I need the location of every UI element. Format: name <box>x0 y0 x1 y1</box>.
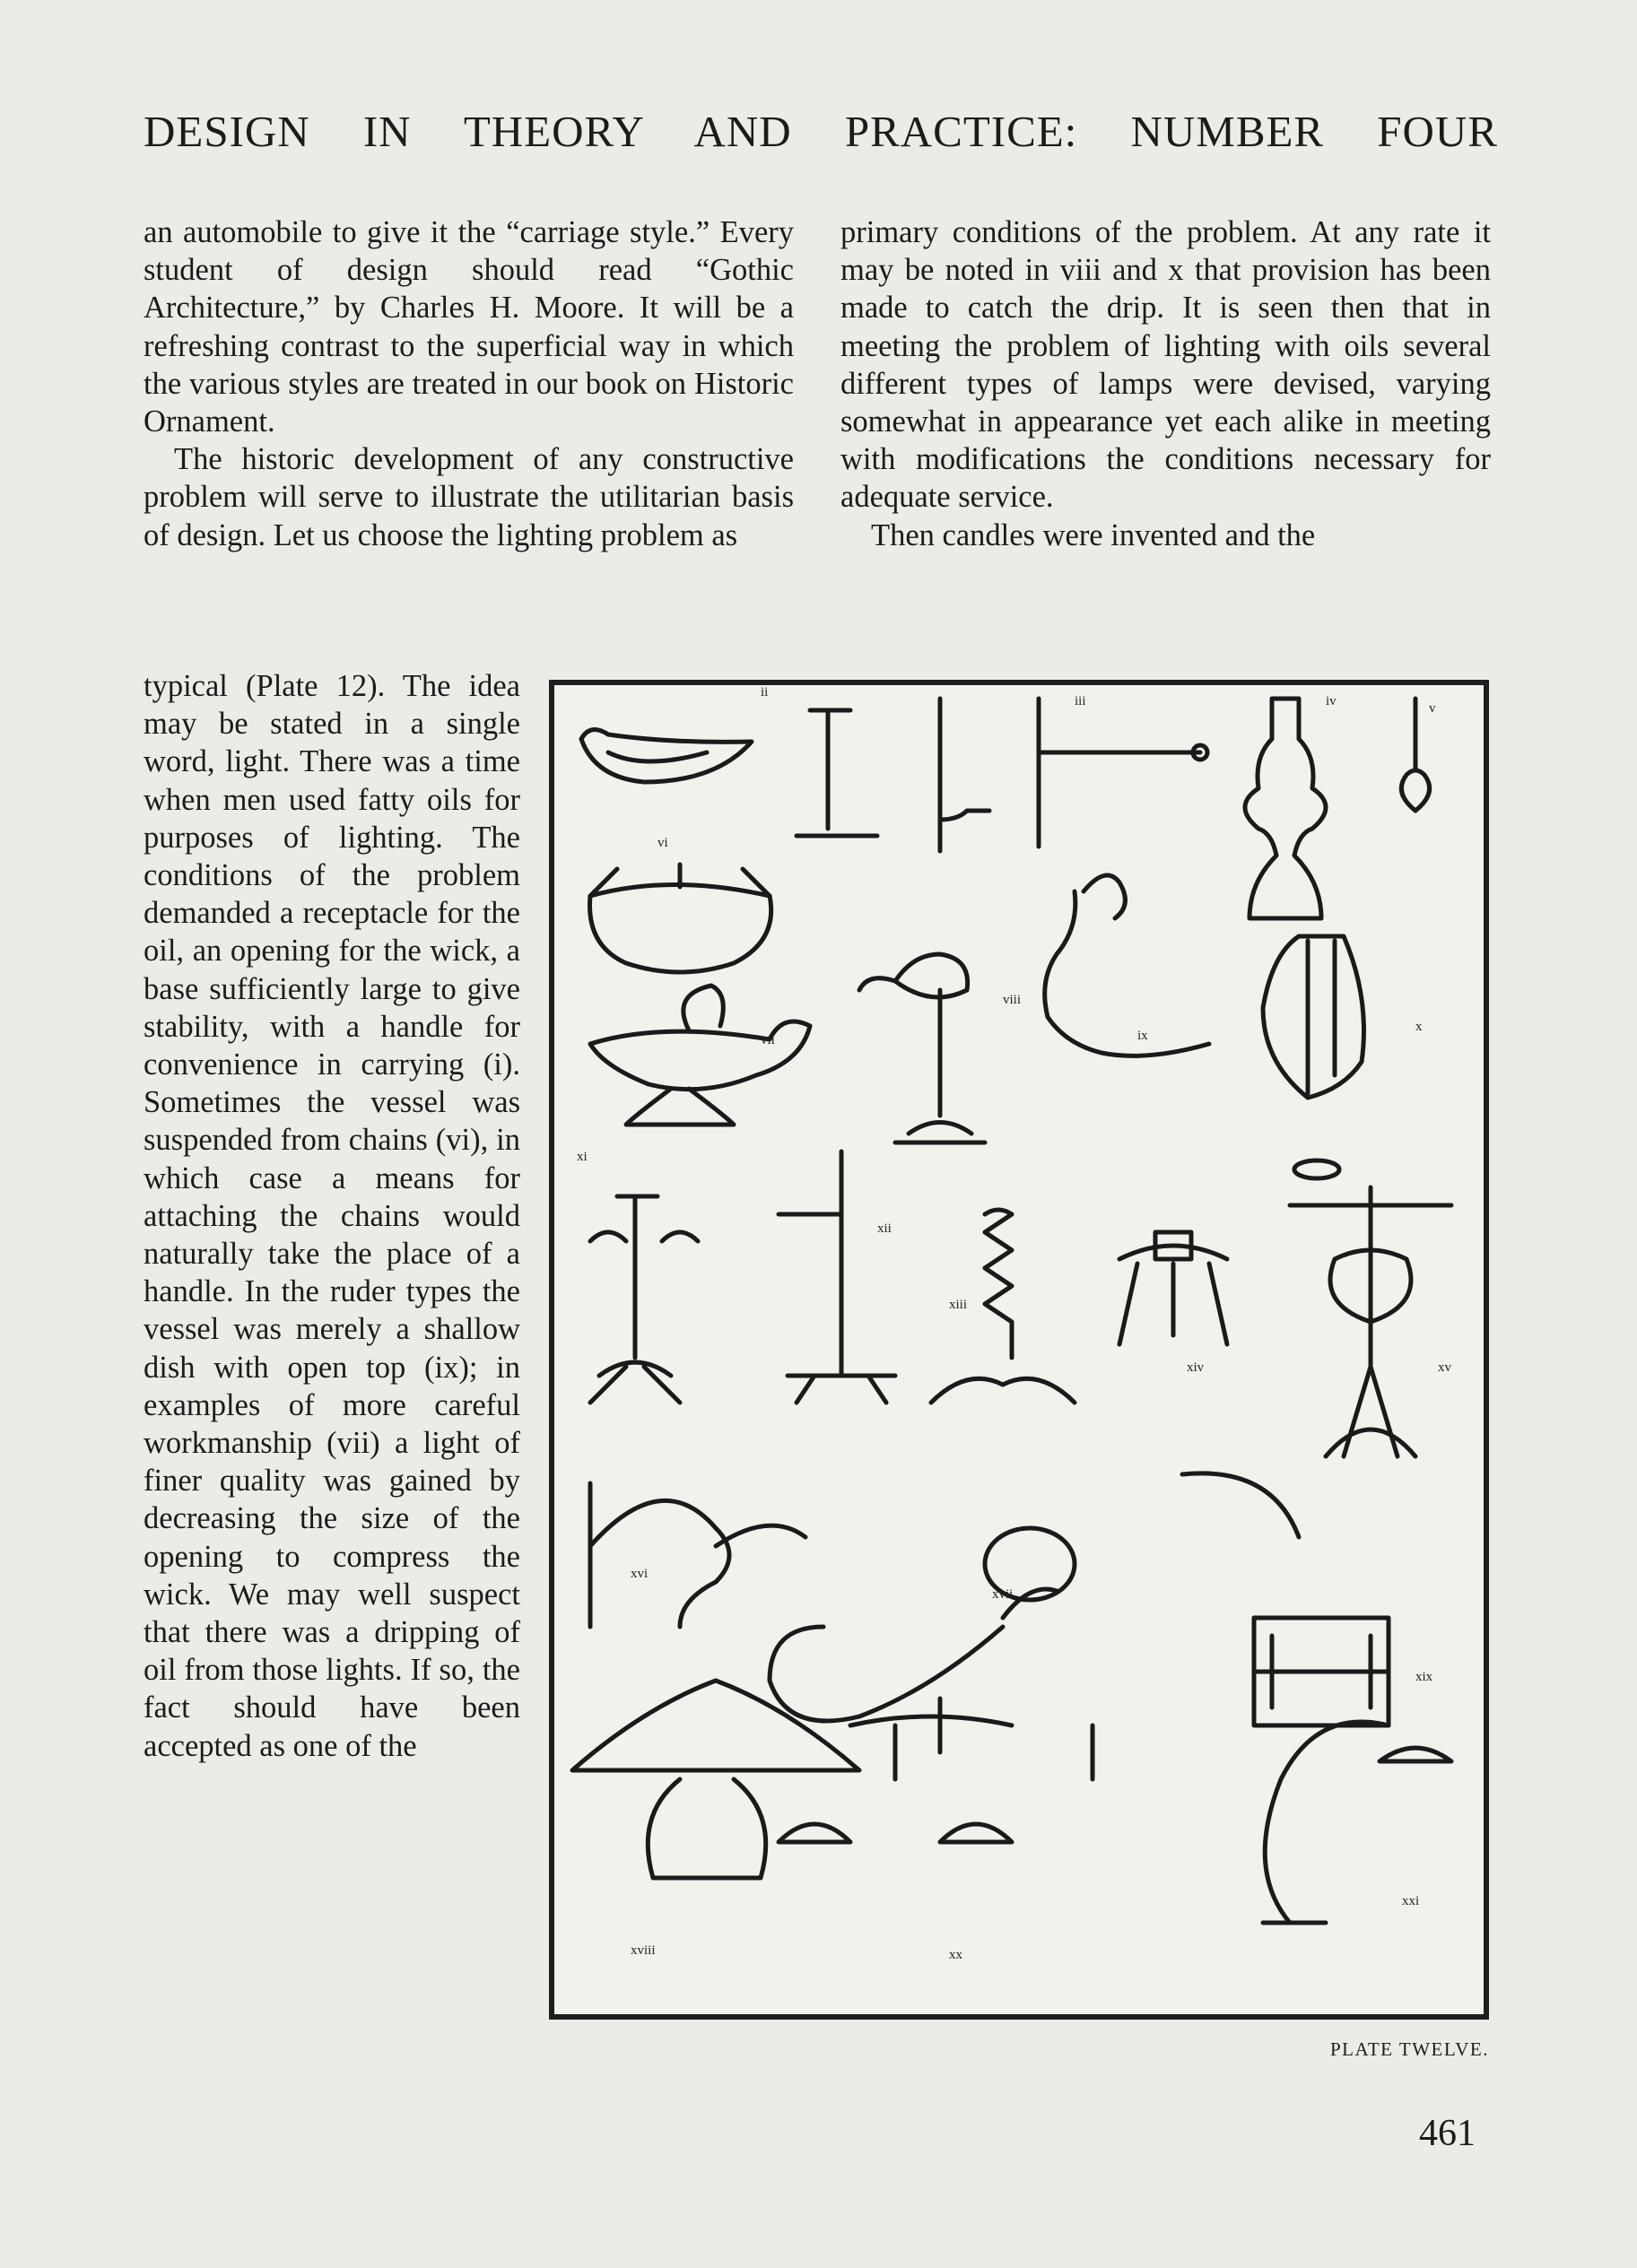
plate-numeral: xx <box>949 1948 962 1962</box>
lamp-vii-drawing <box>590 986 810 1125</box>
paragraph: an automobile to give it the “carriage style.” Every student of design should read “Gothic Architecture,” by Charles H. Moore. It will be a refreshing contrast to the superficial way in which the various styles are treated in our book on Historic Ornament. <box>144 215 794 439</box>
lamp-viii-drawing <box>859 954 985 1143</box>
lamp-xviii-drawing <box>572 1681 859 1878</box>
lamp-iii-drawing <box>1039 699 1207 847</box>
lamp-ii-drawing <box>797 699 989 851</box>
plate-numeral: ii <box>761 685 769 700</box>
right-column-text <box>840 213 1491 554</box>
lamp-i-drawing <box>581 730 752 782</box>
left-column-text <box>144 213 794 554</box>
plate-numeral: x <box>1415 1020 1423 1034</box>
plate-numeral: ix <box>1137 1029 1148 1043</box>
lamp-xiv-drawing <box>1119 1232 1227 1344</box>
plate-caption: PLATE TWELVE. <box>1330 2038 1489 2060</box>
plate-illustration <box>549 680 1489 2020</box>
plate-numeral: xii <box>877 1221 892 1236</box>
narrow-column-text <box>144 667 520 1765</box>
lamp-ix-drawing <box>1045 875 1209 1056</box>
lamp-vi-drawing <box>590 865 771 972</box>
plate-numeral: iv <box>1326 694 1337 708</box>
page-number: 461 <box>1419 2113 1476 2154</box>
lamp-xvii-drawing <box>770 1528 1075 1721</box>
lamp-xxi-drawing <box>1263 1722 1451 1923</box>
lamp-xix-drawing <box>1182 1473 1389 1725</box>
paragraph: primary conditions of the problem. At any rate it may be noted in viii and x that provision has been made to catch the drip. It is seen then that in meeting the problem of lighting with oils several different types of lamps were devised, varying somewhat in appearance yet each alike in meeting with modifications the conditions necessary for adequate service. <box>840 215 1491 515</box>
lamp-drawings <box>554 685 1484 2014</box>
lamp-iv-drawing <box>1245 699 1326 918</box>
paragraph: typical (Plate 12). The idea may be stated in a single word, light. There was a time when men used fatty oils for purposes of lighting. The conditions of the problem demanded a receptacle for the oil, an opening for the wick, a base sufficiently large to give stability, with a handle for convenience in carrying (i). Sometimes the vessel was suspended from chains (vi), in which case a means for attaching the chains would naturally take the place of a handle. In the ruder types the vessel was merely a shallow dish with open top (ix); in examples of more careful workmanship (vii) a light of finer quality was gained by decreasing the size of the opening to compress the wick. We may well suspect that there was a dripping of oil from those lights. If so, the fact should have been accepted as one of the <box>144 669 520 1763</box>
lamp-xv-drawing <box>1290 1187 1451 1456</box>
plate-numeral: xxi <box>1402 1894 1420 1908</box>
paragraph: Then candles were invented and the <box>871 517 1316 552</box>
lamp-xvi-drawing <box>590 1483 805 1627</box>
lamp-x-drawing <box>1263 936 1364 1178</box>
plate-numeral: xiv <box>1187 1360 1205 1375</box>
lamp-xi-drawing <box>590 1196 698 1403</box>
plate-numeral: iii <box>1075 694 1086 708</box>
paragraph: The historic development of any constructive problem will serve to illustrate the utilitarian basis of design. Let us choose the lighting problem as <box>144 442 794 552</box>
lamp-v-drawing <box>1401 699 1429 811</box>
plate-numeral: xv <box>1438 1360 1451 1375</box>
plate-numeral: vi <box>657 836 668 850</box>
plate-numeral: xvi <box>631 1567 649 1581</box>
lamp-xii-drawing <box>779 1151 895 1403</box>
plate-numeral: xiii <box>949 1298 968 1312</box>
plate-numeral: xi <box>577 1150 588 1164</box>
plate-numeral: viii <box>1003 993 1022 1007</box>
plate-numeral: v <box>1429 701 1436 716</box>
plate-numeral: vii <box>761 1033 775 1047</box>
page-title: DESIGN IN THEORY AND PRACTICE: NUMBER FOUR <box>144 107 1498 156</box>
plate-numeral: xix <box>1415 1670 1433 1684</box>
plate-numeral: xvii <box>992 1587 1014 1602</box>
plate-numeral: xviii <box>631 1943 656 1958</box>
